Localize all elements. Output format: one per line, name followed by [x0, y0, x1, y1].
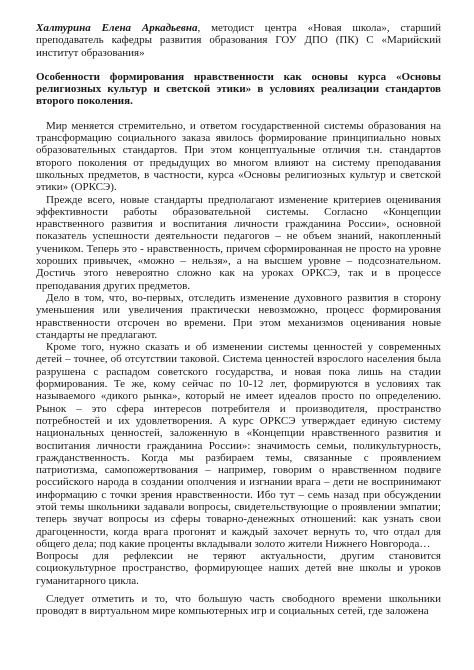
paragraph-2: Прежде всего, новые стандарты предполагают изменение критериев оценивания эффективности работы образовательной системы. Согласно «Концепции нравственного развития и воспитания личности гражданина России», основной показатель успешности деятельности педагогов – не объем знаний, накопленный учеником. Теперь это - нравственность, причем сформированная не просто на уровне хороших привычек, «можно – нельзя», а на высшем уровне – подсознательном. Достичь этого невероятно сложно как на уроках ОРКСЭ, так и в процессе преподавания других предметов.: [36, 193, 441, 292]
author-affiliation: , методист центра «Новая школа», старший преподаватель кафедры развития образования ГОУ ДПО (ПК) С «Марийский институт образования»: [36, 22, 441, 59]
paragraph-1: Мир меняется стремительно, и ответом государственной системы образования на трансформацию социального заказа явилось формирование принципиально новых образовательных стандартов. При этом концептуальные отличия т.н. стандартов второго поколения от предыдущих во многом влияют на систему преподавания школьных предметов, в частности, курса «Основы религиозных культур и светской этики» (ОРКСЭ).: [36, 119, 441, 194]
document-body: [36, 22, 441, 618]
document-title: Особенности формирования нравственности как основы курса «Основы религиозных культур и светской этики» в условиях реализации стандартов второго поколения.: [36, 70, 441, 108]
paragraph-6: Следует отметить и то, что большую часть свободного времени школьники проводят в виртуальном мире компьютерных игр и социальных сетей, где заложена: [36, 593, 441, 618]
paragraph-4: Кроме того, нужно сказать и об изменении системы ценностей у современных детей – точнее, об отсутствии таковой. Система ценностей взрослого населения была разрушена с распадом советского государства, и новая пока лишь на стадии формирования. Те же, кому сейчас по 10-12 лет, формируются в условиях так называемого «дикого рынка», который не имеет идеалов просто по определению. Рынок – это сфера интересов потребителя и производителя, пространство потребностей и их удовлетворения. А курс ОРКСЭ утверждает единую систему национальных ценностей, заложенную в «Концепции нравственного развития и воспитания личности гражданина России»: значимость семьи, поликультурность, гражданственность. Когда мы разбираем темы, связанные с проявлением патриотизма, самопожертвования – например, говорим о нравственном подвиге российского народа в создании ополчения и изгнании врага – дети не воспринимают информацию с точки зрения нравственности. Ибо тут – семь назад при обсуждении этой темы школьники задавали вопросы, свидетельствующие о проявлении эмпатии; теперь звучат вопросы из сферы товарно-денежных отношений: как узнать свои драгоценности, когда врага прогонят и каждый захочет вернуть то, что отдал для общего дела; под какие проценты вкладывали золото жители Нижнего Новгорода…: [36, 341, 441, 550]
author-line: [36, 22, 441, 59]
author-name: Халтурина Елена Аркадьевна: [36, 22, 198, 34]
paragraph-5: Вопросы для рефлексии не теряют актуальности, другим становится социокультурное пространство, формирующее наших детей вне школы и уроков гуманитарного цикла.: [36, 550, 441, 587]
paragraph-3: Дело в том, что, во-первых, отследить изменение духовного развития в сторону уменьшения или увеличения практически невозможно, процесс формирования нравственности отсрочен во времени. При этом механизмов оценивания новые стандарты не предлагают.: [36, 291, 441, 341]
